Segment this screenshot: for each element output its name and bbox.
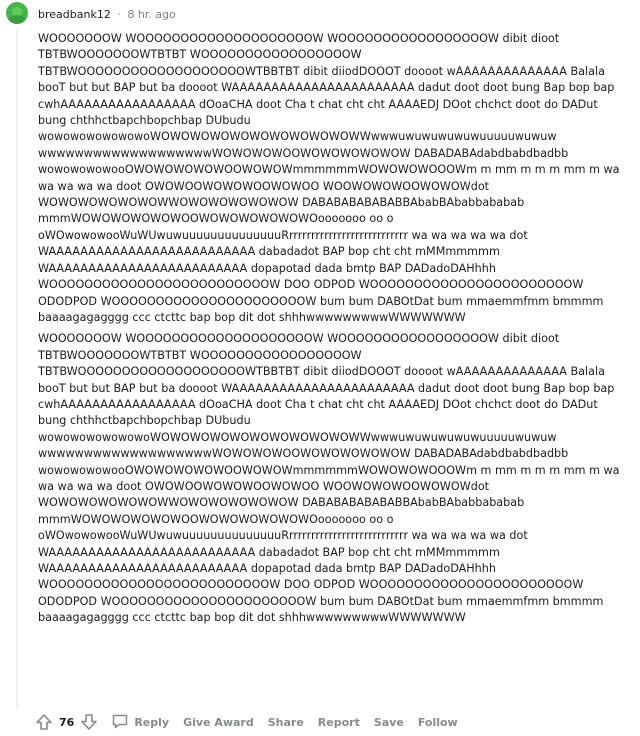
save-label: Save — [373, 715, 404, 729]
avatar-body — [9, 15, 25, 24]
speech-bubble-icon — [111, 712, 129, 733]
give-award-button[interactable] — [183, 716, 254, 729]
follow-button[interactable] — [418, 716, 458, 729]
share-button[interactable] — [268, 716, 304, 729]
arrow-up-icon[interactable] — [34, 712, 54, 732]
meta-separator: · — [117, 8, 121, 21]
reply-button[interactable] — [111, 712, 169, 733]
report-label: Report — [317, 715, 360, 729]
follow-label: Follow — [417, 715, 458, 729]
comment-action-bar — [34, 711, 458, 733]
comment-paragraph: WOOOOOOOW WOOOOOOOOOOOOOOOOOOOOW WOOOOOOOOOOOOOOOOOW dibit dioot TBTBWOOOOOOOWTBTBT WOOOOOOOOOOOOOOOOOW TBTBWOOOOOOOOOOOOOOOOOOOWTBBTBT dibit diiodDOOOT doooot wAAAAAAAAAAAAAA Balala booT but but BAP but ba doooot WAAAAAAAAAAAAAAAAAAAAAAA dadut doot doot bung Bap bop bap cwhAAAAAAAAAAAAAAAAA dOoaCHA doot Cha t chat cht cht AAAAEDJ DOot chchct doot do DADut bung chthhctbapchbopchbap DUbudu wowowowowowowoWOWOWOWOWOWOWOWOWOWOWWwwwuwuwuwuwuwuuuuuwuwuw wwwwwwwwwwwwwwwwwwwWOWOWOWOOWOWOWOWOWOW DABADABAdabdbabdbadbb wowowowowooOWOWOWOWOWOOWOWOWmmmmmmWOWOWOWOOOWm m mm m m m mm m wa wa wa wa wa doot OWOWOOWOWOWOOWOWOO WOOWOWOWOOWOWOWdot WOWOWOWOWOWOWWOWOWOWOWOWOW DABABABABABABBAbabBAbabbababab mmmWOWOWOWOWOWOOWOWOWOWOWOWOooooooo oo o oWOwowowooWuWUwuwuuuuuuuuuuuuuuRrrrrrrrrrrrrrrrrrrrrrrrrrrr wa wa wa wa wa dot WAAAAAAAAAAAAAAAAAAAAAAAAAA dabadadot BAP bop cht cht mMMmmmmm WAAAAAAAAAAAAAAAAAAAAAAAAA dopapotad dada bmtp BAP DADadoDAHhhh WOOOOOOOOOOOOOOOOOOOOOOOOOW DOO ODPOD WOOOOOOOOOOOOOOOOOOOOOOOW ODODPOD WOOOOOOOOOOOOOOOOOOOOOOW bum bum DABOtDat bum mmaemmfmm bmmmm baaaagagagggg ccc ctcttc bap bop dit dot shhhwwwwwwwwwWWWWWWW — [38, 32, 620, 324]
thread-line[interactable] — [16, 30, 18, 710]
timestamp[interactable]: 8 hr. ago — [127, 8, 176, 21]
user-avatar-icon[interactable] — [6, 2, 28, 24]
vote-score: 76 — [59, 715, 75, 729]
save-button[interactable] — [374, 716, 404, 729]
vote-controls — [34, 712, 99, 732]
arrow-down-icon[interactable] — [79, 712, 99, 732]
comment-meta — [38, 8, 176, 22]
comment-body — [38, 31, 624, 632]
report-button[interactable] — [318, 716, 360, 729]
username-link[interactable]: breadbank12 — [38, 8, 111, 21]
give-award-label: Give Award — [183, 715, 254, 729]
reply-label: Reply — [134, 715, 170, 729]
comment-paragraph: WOOOOOOOW WOOOOOOOOOOOOOOOOOOOOW WOOOOOOOOOOOOOOOOOW dibit dioot TBTBWOOOOOOOWTBTBT WOOOOOOOOOOOOOOOOOW TBTBWOOOOOOOOOOOOOOOOOOOWTBBTBT dibit diiodDOOOT doooot wAAAAAAAAAAAAAA Balala booT but but BAP but ba doooot WAAAAAAAAAAAAAAAAAAAAAAA dadut doot doot bung Bap bop bap cwhAAAAAAAAAAAAAAAAA dOoaCHA doot Cha t chat cht cht AAAAEDJ DOot chchct doot do DADut bung chthhctbapchbopchbap DUbudu wowowowowowowoWOWOWOWOWOWOWOWOWOWOWWwwwuwuwuwuwuwuuuuuwuwuw wwwwwwwwwwwwwwwwwwwWOWOWOWOOWOWOWOWOWOW DABADABAdabdbabdbadbb wowowowowooOWOWOWOWOWOOWOWOWmmmmmmWOWOWOWOOOWm m mm m m m mm m wa wa wa wa wa doot OWOWOOWOWOWOOWOWOO WOOWOWOWOOWOWOWdot WOWOWOWOWOWOWWOWOWOWOWOWOW DABABABABABABBAbabBAbabbababab mmmWOWOWOWOWOWOOWOWOWOWOWOWOooooooo oo o oWOwowowooWuWUwuwuuuuuuuuuuuuuuRrrrrrrrrrrrrrrrrrrrrrrrrrrr wa wa wa wa wa dot WAAAAAAAAAAAAAAAAAAAAAAAAAA dabadadot BAP bop cht cht mMMmmmmm WAAAAAAAAAAAAAAAAAAAAAAAAA dopapotad dada bmtp BAP DADadoDAHhhh WOOOOOOOOOOOOOOOOOOOOOOOOOW DOO ODPOD WOOOOOOOOOOOOOOOOOOOOOOOW ODODPOD WOOOOOOOOOOOOOOOOOOOOOOW bum bum DABOtDat bum mmaemmfmm bmmmm baaaagagagggg ccc ctcttc bap bop dit dot shhhwwwwwwwwwWWWWWWW — [38, 332, 620, 625]
share-label: Share — [267, 715, 304, 729]
